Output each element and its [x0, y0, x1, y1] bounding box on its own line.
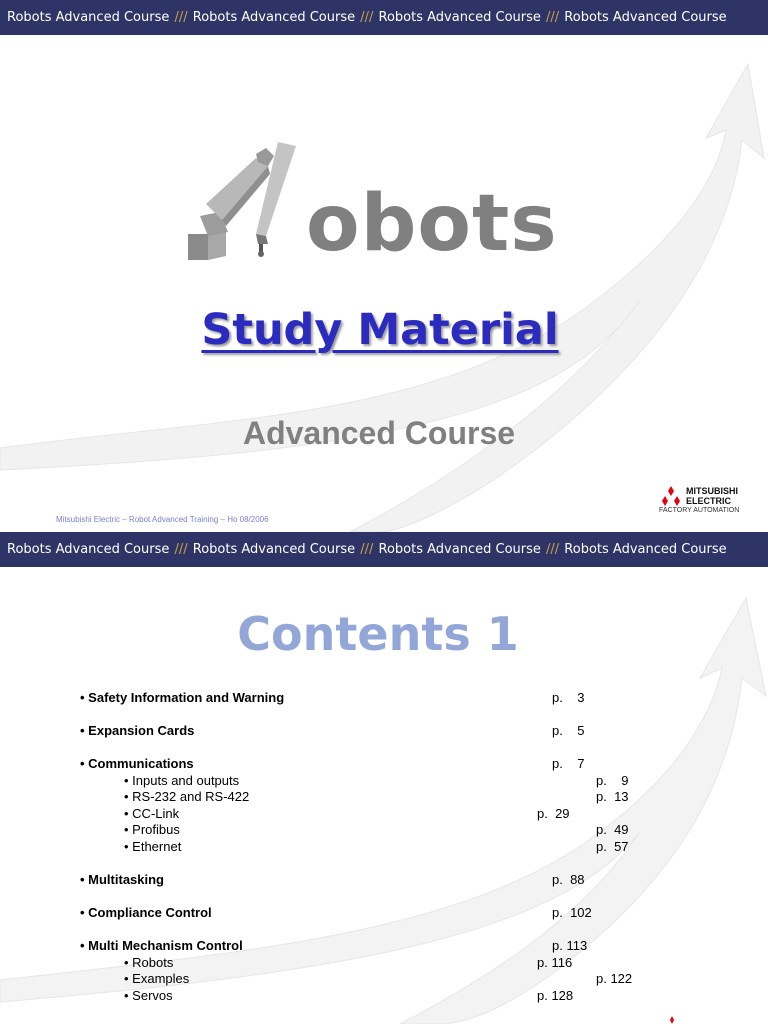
- toc-page-number: p. 3: [552, 690, 585, 705]
- toc-subitem: • Robots: [124, 955, 174, 970]
- robots-heading: obots: [306, 179, 558, 269]
- mitsubishi-logo-partial: [664, 1016, 764, 1024]
- top-banner: Robots Advanced Course /// Robots Advanced Course /// Robots Advanced Course /// Robots Advanced Course: [0, 0, 768, 35]
- toc-subitem: • CC-Link: [124, 806, 180, 821]
- toc-item: • Communications: [80, 756, 194, 771]
- toc-page-number: p. 7: [552, 756, 585, 771]
- toc-item: • Safety Information and Warning: [80, 690, 285, 705]
- robot-arm-icon: [186, 140, 298, 264]
- toc-page-number: p. 113: [552, 938, 588, 953]
- footer-credit: Mitsubishi Electric – Robot Advanced Training – Ho 08/2006: [56, 515, 269, 524]
- toc-subitem: • Examples: [124, 971, 190, 986]
- mitsubishi-diamonds-icon: [666, 1016, 678, 1024]
- toc-page-number: p. 49: [596, 822, 629, 837]
- toc-page-number: p. 5: [552, 723, 585, 738]
- study-material-title: Study Material: [201, 305, 559, 355]
- course-subtitle: Advanced Course: [242, 415, 516, 451]
- brand-subtitle: FACTORY AUTOMATION: [659, 507, 740, 514]
- toc-subitem: • Servos: [124, 988, 173, 1003]
- toc-subitem: • Inputs and outputs: [124, 773, 240, 788]
- toc-page-number: p. 13: [596, 789, 629, 804]
- toc-page-number: p. 57: [596, 839, 629, 854]
- mitsubishi-logo: [658, 483, 768, 517]
- contents-title: Contents 1: [237, 607, 519, 661]
- toc-item: • Compliance Control: [80, 905, 212, 920]
- toc-page-number: p. 102: [552, 905, 592, 920]
- toc-item: • Multi Mechanism Control: [80, 938, 243, 953]
- toc-subitem: • Profibus: [124, 822, 180, 837]
- toc-page-number: p. 9: [596, 773, 629, 788]
- toc-page-number: p. 29: [537, 806, 570, 821]
- toc-page-number: p. 122: [596, 971, 633, 986]
- top-banner: Robots Advanced Course /// Robots Advanced Course /// Robots Advanced Course /// Robots Advanced Course: [0, 532, 768, 567]
- toc-page-number: p. 116: [537, 955, 573, 970]
- brand-name-line2: ELECTRIC: [686, 496, 731, 506]
- toc-item: • Multitasking: [80, 872, 164, 887]
- toc-page-number: p. 88: [552, 872, 585, 887]
- contents-slide: [0, 532, 768, 1024]
- mitsubishi-diamonds-icon: [658, 485, 684, 507]
- toc-subitem: • RS-232 and RS-422: [124, 789, 250, 804]
- table-of-contents: [0, 532, 768, 1024]
- toc-item: • Expansion Cards: [80, 723, 195, 738]
- brand-name-line1: MITSUBISHI: [686, 486, 739, 496]
- toc-subitem: • Ethernet: [124, 839, 182, 854]
- toc-page-number: p. 128: [537, 988, 574, 1003]
